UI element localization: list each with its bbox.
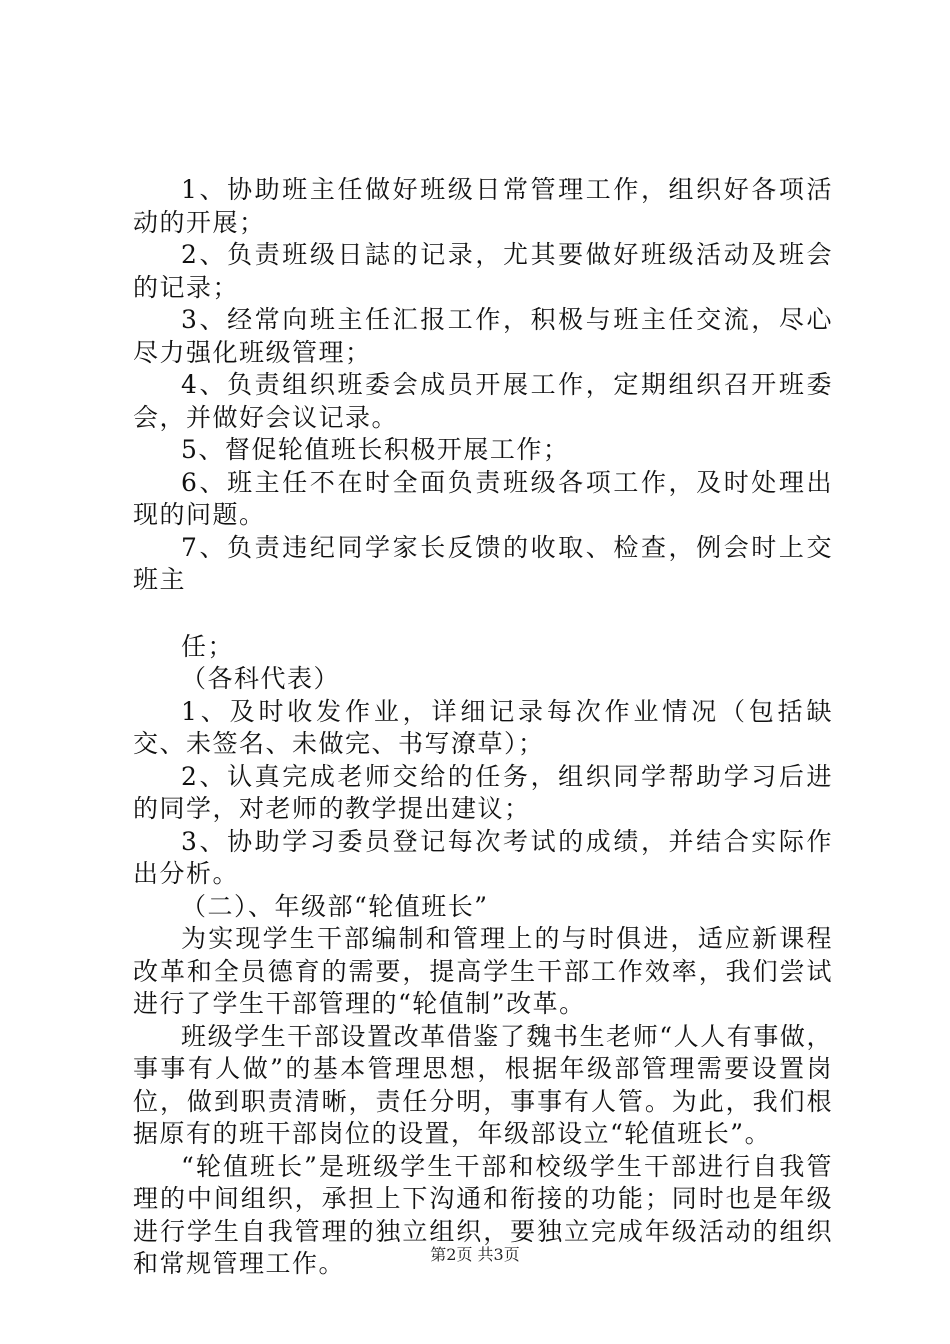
section-heading-rotating-monitor: （二）、年级部“轮值班长” xyxy=(181,891,489,921)
paragraph-reform-intro: 为实现学生干部编制和管理上的与时俱进，适应新课程改革和全员德育的需要，提高学生干部工作效率，我们尝试进行了学生干部管理的“轮值制”改革。 xyxy=(133,924,833,1018)
page-number-footer: 第2页 共3页 xyxy=(430,1245,520,1264)
paragraph-monitor-duty-7-cont: 任； xyxy=(181,631,235,661)
paragraph-rep-duty-2: 2、认真完成老师交给的任务，组织同学帮助学习后进的同学，对老师的教学提出建议； xyxy=(133,761,833,823)
paragraph-monitor-duty-3: 3、经常向班主任汇报工作，积极与班主任交流，尽心尽力强化班级管理； xyxy=(133,305,833,367)
paragraph-monitor-duty-7: 7、负责违纪同学家长反馈的收取、检查，例会时上交班主 xyxy=(133,532,833,594)
paragraph-monitor-duty-1: 1、协助班主任做好班级日常管理工作，组织好各项活动的开展； xyxy=(133,175,833,237)
paragraph-rep-duty-3: 3、协助学习委员登记每次考试的成绩，并结合实际作出分析。 xyxy=(133,826,833,888)
paragraph-monitor-duty-2: 2、负责班级日誌的记录，尤其要做好班级活动及班会的记录； xyxy=(133,240,833,302)
paragraph-monitor-duty-5: 5、督促轮值班长积极开展工作； xyxy=(181,435,570,464)
paragraph-rep-duty-1: 1、及时收发作业，详细记录每次作业情况（包括缺交、未签名、未做完、书写潦草）； xyxy=(133,696,833,758)
section-heading-subject-reps: （各科代表） xyxy=(181,664,341,693)
paragraph-reform-basis: 班级学生干部设置改革借鉴了魏书生老师“人人有事做，事事有人做”的基本管理思想，根据年级部管理需要设置岗位，做到职责清晰，责任分明，事事有人管。为此，我们根据原有的班干部岗位的设置，年级部设立“轮值班长”。 xyxy=(133,1021,833,1148)
paragraph-monitor-duty-4: 4、负责组织班委会成员开展工作，定期组织召开班委会，并做好会议记录。 xyxy=(133,370,833,432)
paragraph-monitor-duty-6: 6、班主任不在时全面负责班级各项工作，及时处理出现的问题。 xyxy=(133,467,833,529)
document-body xyxy=(133,174,833,1281)
paragraph-rotating-role: “轮值班长”是班级学生干部和校级学生干部进行自我管理的中间组织，承担上下沟通和衔接的功能；同时也是年级进行学生自我管理的独立组织，要独立完成年级活动的组织和常规管理工作。 xyxy=(133,1151,833,1278)
